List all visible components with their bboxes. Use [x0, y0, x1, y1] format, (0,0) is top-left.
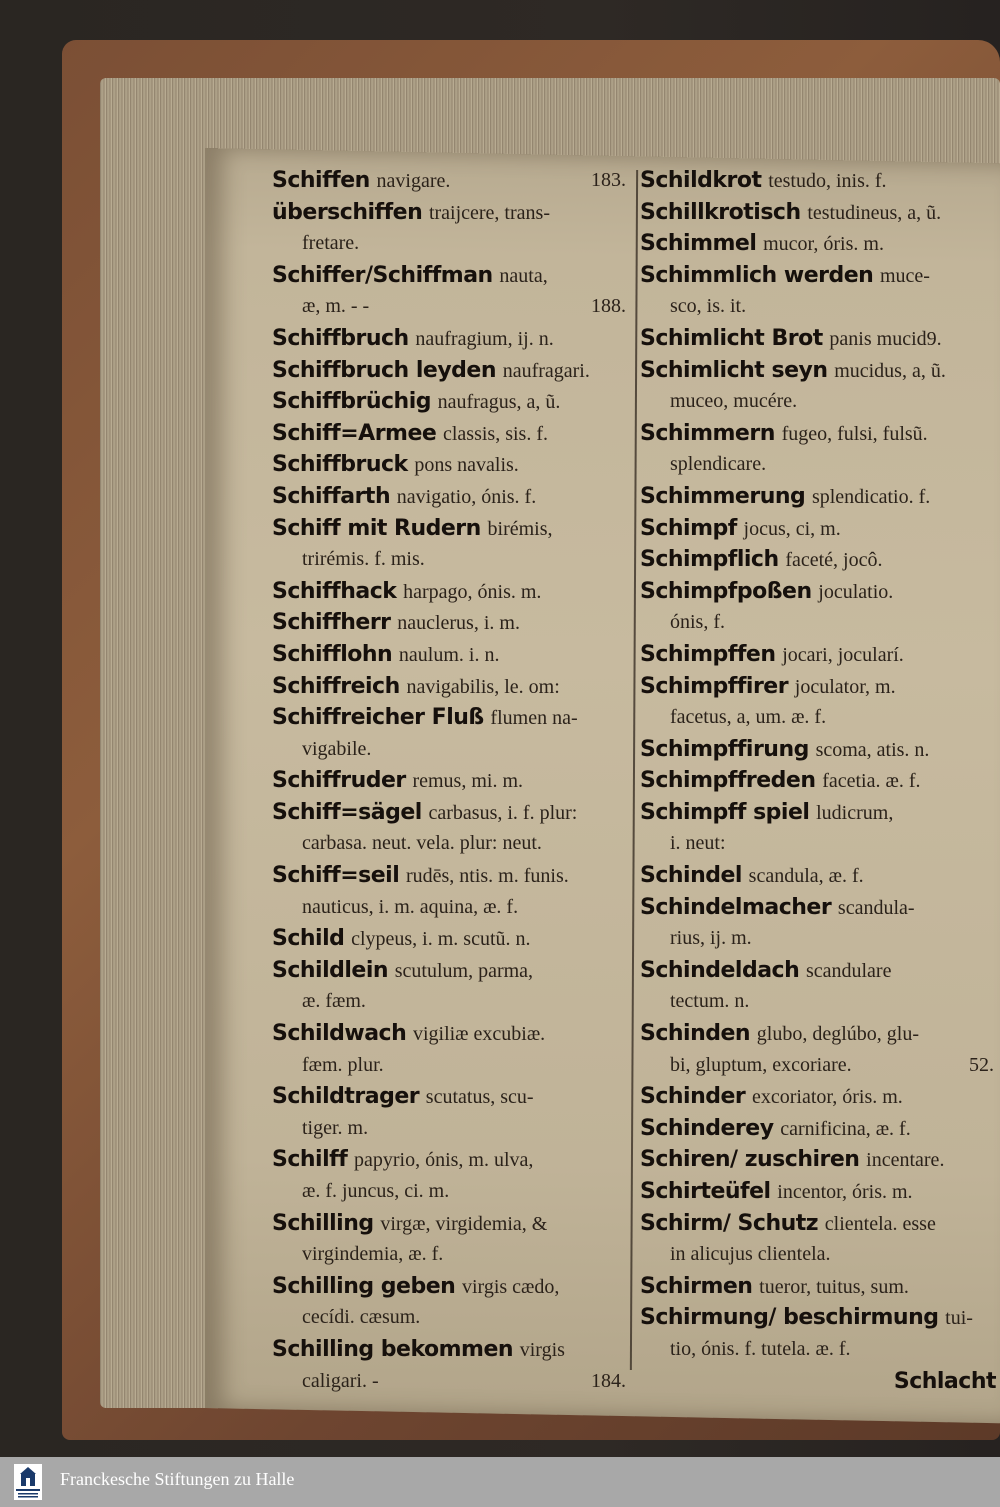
- entry-continuation: [640, 607, 1000, 639]
- entry-headword: Schimpffirer: [640, 673, 789, 699]
- entry-continuation: [272, 1176, 632, 1208]
- dictionary-entry: [640, 1081, 1000, 1113]
- dictionary-entry: [272, 481, 632, 513]
- entry-continuation: [272, 828, 632, 860]
- dictionary-entry: [272, 955, 632, 987]
- entry-latin: scandula-: [837, 896, 915, 919]
- dictionary-entry: [640, 323, 1000, 355]
- dictionary-entry: [640, 1144, 1000, 1176]
- entry-latin: traijcere, trans-: [428, 201, 550, 224]
- page-number: 52.: [969, 1053, 994, 1076]
- entry-headword: überschiffen: [272, 199, 423, 225]
- dictionary-entry: [640, 355, 1000, 387]
- catchword-text: Schlacht: [893, 1368, 996, 1394]
- entry-continuation: [272, 228, 632, 260]
- dictionary-entry: [640, 1208, 1000, 1240]
- dictionary-entry: [640, 197, 1000, 229]
- entry-headword: Schifflohn: [272, 641, 393, 667]
- dictionary-entry: [272, 923, 632, 955]
- entry-headword: Schiffarth: [272, 483, 391, 509]
- institution-logo-icon: [14, 1464, 42, 1500]
- entry-latin: glubo, deglúbo, glu-: [756, 1023, 919, 1046]
- entry-headword: Schindeldach: [640, 957, 800, 983]
- entry-latin: tui-: [945, 1307, 973, 1330]
- entry-continuation: [272, 734, 632, 766]
- dictionary-entry: [640, 892, 1000, 924]
- entry-continuation: [640, 986, 1000, 1018]
- dictionary-entry: [640, 734, 1000, 766]
- entry-headword: Schiffbruch leyden: [272, 357, 496, 383]
- entry-latin: classis, sis. f.: [443, 422, 548, 445]
- continuation-text: i. neut:: [670, 832, 726, 855]
- entry-latin: birémis,: [487, 517, 553, 540]
- dictionary-entry: [640, 671, 1000, 703]
- continuation-text: ónis, f.: [670, 611, 725, 634]
- entry-latin: nauclerus, i. m.: [397, 612, 520, 635]
- entry-latin: pons navalis.: [414, 454, 519, 477]
- dictionary-entry: [640, 513, 1000, 545]
- entry-headword: Schiffbruch: [272, 325, 409, 351]
- entry-latin: joculator, m.: [794, 675, 896, 698]
- entry-latin: scutulum, parma,: [394, 959, 534, 982]
- dictionary-entry: [640, 165, 1000, 197]
- entry-headword: Schimlicht seyn: [640, 357, 828, 383]
- dictionary-entry: [272, 449, 632, 481]
- entry-headword: Schimmel: [640, 231, 757, 257]
- entry-headword: Schiffer/Schiffman: [272, 262, 493, 288]
- entry-latin: testudo, inis. f.: [768, 170, 887, 192]
- entry-headword: Schimmlich werden: [640, 262, 874, 288]
- entry-latin: virgis: [519, 1338, 565, 1361]
- entry-headword: Schimpff spiel: [640, 799, 810, 825]
- entry-continuation: [272, 1113, 632, 1145]
- entry-headword: Schimpffen: [640, 641, 776, 667]
- entry-continuation: [272, 1366, 632, 1398]
- dictionary-entry: [272, 513, 632, 545]
- continuation-text: rius, ij. m.: [670, 927, 752, 950]
- continuation-text: nauticus, i. m. aquina, æ. f.: [302, 895, 519, 918]
- entry-latin: nauta,: [499, 264, 548, 287]
- entry-continuation: [640, 828, 1000, 860]
- entry-headword: Schiren/ zuschiren: [640, 1147, 860, 1173]
- footer-bar: [0, 1457, 1000, 1507]
- entry-latin: remus, mi. m.: [412, 770, 523, 793]
- entry-latin: papyrio, ónis, m. ulva,: [353, 1149, 534, 1172]
- entry-headword: Schiffreicher Fluß: [272, 705, 484, 731]
- dictionary-entry: [272, 418, 632, 450]
- entry-headword: Schinder: [640, 1084, 746, 1110]
- dictionary-entry: [640, 1302, 1000, 1334]
- dictionary-entry: [640, 797, 1000, 829]
- entry-latin: mucor, óris. m.: [763, 233, 884, 256]
- entry-headword: Schirteüfel: [640, 1179, 771, 1204]
- dictionary-entry: [272, 165, 632, 197]
- dictionary-entry: [640, 418, 1000, 450]
- continuation-text: tio, ónis. f. tutela. æ. f.: [670, 1337, 851, 1360]
- dictionary-entry: [640, 576, 1000, 608]
- entry-continuation: [272, 892, 632, 924]
- continuation-text: trirémis. f. mis.: [302, 548, 425, 571]
- dictionary-entry: [272, 355, 632, 387]
- entry-continuation: [640, 449, 1000, 481]
- entry-latin: fugeo, fulsi, fulsũ.: [781, 422, 928, 445]
- entry-latin: naufragari.: [502, 359, 590, 382]
- entry-latin: tueror, tuitus, sum.: [759, 1275, 909, 1298]
- dictionary-entry: [640, 1176, 1000, 1208]
- continuation-text: tectum. n.: [670, 990, 750, 1013]
- entry-latin: jocus, ci, m.: [743, 517, 841, 540]
- entry-headword: Schiffherr: [272, 610, 391, 636]
- continuation-text: sco, is. it.: [670, 295, 747, 318]
- entry-latin: virgis cædo,: [461, 1275, 560, 1298]
- entry-headword: Schiffhack: [272, 578, 397, 604]
- dictionary-entry: [272, 671, 632, 703]
- continuation-text: splendicare.: [670, 453, 767, 476]
- entry-headword: Schillkrotisch: [640, 199, 801, 225]
- dictionary-entry: [272, 1334, 632, 1366]
- right-column: [640, 165, 1000, 1397]
- continuation-text: æ. fæm.: [302, 990, 366, 1013]
- entry-latin: naufragus, a, ũ.: [437, 391, 561, 414]
- continuation-text: carbasa. neut. vela. plur: neut.: [302, 832, 542, 855]
- entry-headword: Schilling bekommen: [272, 1336, 514, 1362]
- dictionary-entry: [272, 1271, 632, 1303]
- entry-latin: harpago, ónis. m.: [403, 580, 542, 603]
- dictionary-entry: [272, 702, 632, 734]
- entry-continuation: [272, 291, 632, 323]
- entry-continuation: [640, 1050, 1000, 1082]
- entry-headword: Schilling geben: [272, 1273, 456, 1299]
- entry-continuation: [272, 1239, 632, 1271]
- dictionary-entry: [272, 860, 632, 892]
- dictionary-entry: [640, 544, 1000, 576]
- entry-latin: vigiliæ excubiæ.: [412, 1023, 546, 1046]
- continuation-text: virgindemia, æ. f.: [302, 1243, 444, 1266]
- entry-headword: Schiff=sägel: [272, 799, 422, 825]
- entry-continuation: [272, 986, 632, 1018]
- entry-headword: Schirmen: [640, 1273, 753, 1299]
- entry-latin: excoriator, óris. m.: [751, 1086, 903, 1109]
- entry-headword: Schiffen: [272, 168, 370, 193]
- entry-latin: joculatio.: [818, 580, 894, 603]
- entry-headword: Schiff mit Rudern: [272, 515, 481, 541]
- entry-latin: incentare.: [866, 1149, 945, 1172]
- entry-latin: flumen na-: [490, 707, 578, 730]
- continuation-text: æ, m. - -: [302, 295, 370, 318]
- dictionary-entry: [640, 765, 1000, 797]
- entry-headword: Schinderey: [640, 1115, 774, 1141]
- entry-latin: facetia. æ. f.: [822, 770, 921, 793]
- entry-latin: panis mucid9.: [829, 327, 942, 350]
- dictionary-entry: [640, 1271, 1000, 1303]
- entry-headword: Schimmern: [640, 420, 775, 446]
- entry-latin: muce-: [880, 264, 930, 287]
- entry-headword: Schiff=seil: [272, 863, 400, 889]
- dictionary-entry: [272, 576, 632, 608]
- entry-headword: Schimpf: [640, 515, 737, 541]
- dictionary-entry: [640, 639, 1000, 671]
- dictionary-entry: [272, 639, 632, 671]
- continuation-text: caligari. -: [302, 1369, 379, 1392]
- left-column: [272, 165, 632, 1397]
- entry-headword: Schimpffreden: [640, 768, 816, 794]
- dictionary-entry: [640, 1018, 1000, 1050]
- entry-continuation: [272, 1050, 632, 1082]
- entry-continuation: [640, 702, 1000, 734]
- entry-latin: mucidus, a, ũ.: [834, 359, 946, 382]
- institution-name: Franckesche Stiftungen zu Halle: [60, 1469, 295, 1489]
- entry-latin: carbasus, i. f. plur:: [428, 801, 578, 824]
- dictionary-entry: [272, 607, 632, 639]
- entry-latin: navigatio, ónis. f.: [396, 485, 537, 508]
- entry-headword: Schimpffirung: [640, 736, 809, 762]
- entry-headword: Schiffreich: [272, 673, 400, 699]
- dictionary-entry: [640, 260, 1000, 292]
- entry-latin: scandula, æ. f.: [748, 865, 864, 888]
- entry-latin: testudineus, a, ũ.: [807, 201, 942, 224]
- entry-latin: ludicrum,: [816, 801, 894, 824]
- dictionary-entry: [272, 1018, 632, 1050]
- continuation-text: in alicujus clientela.: [670, 1243, 831, 1266]
- entry-latin: scandulare: [805, 959, 892, 982]
- dictionary-entry: [272, 386, 632, 418]
- continuation-text: muceo, mucére.: [670, 390, 798, 413]
- page-number: 183.: [591, 169, 626, 191]
- entry-headword: Schiffbruck: [272, 452, 408, 478]
- entry-continuation: [640, 386, 1000, 418]
- entry-latin: clypeus, i. m. scutũ. n.: [351, 928, 531, 951]
- dictionary-entry: [272, 1081, 632, 1113]
- dictionary-entry: [640, 1113, 1000, 1145]
- entry-latin: navigare.: [376, 170, 451, 192]
- catchword: [640, 1366, 1000, 1398]
- entry-latin: naufragium, ij. n.: [415, 327, 554, 350]
- continuation-text: facetus, a, um. æ. f.: [670, 706, 827, 729]
- continuation-text: tiger. m.: [302, 1116, 369, 1139]
- dictionary-entry: [640, 860, 1000, 892]
- entry-headword: Schimlicht Brot: [640, 325, 823, 351]
- entry-latin: rudēs, ntis. m. funis.: [405, 865, 569, 888]
- entry-latin: carnificina, æ. f.: [780, 1117, 911, 1140]
- dictionary-entry: [640, 955, 1000, 987]
- entry-latin: jocari, jocularí.: [782, 643, 904, 666]
- entry-continuation: [272, 544, 632, 576]
- entry-latin: splendicatio. f.: [811, 485, 931, 508]
- entry-headword: Schindelmacher: [640, 894, 832, 920]
- dictionary-entry: [640, 228, 1000, 260]
- entry-headword: Schiffbrüchig: [272, 389, 431, 415]
- entry-headword: Schiffruder: [272, 768, 406, 794]
- entry-continuation: [640, 291, 1000, 323]
- dictionary-entry: [272, 765, 632, 797]
- entry-headword: Schild: [272, 926, 345, 952]
- dictionary-entry: [272, 797, 632, 829]
- dictionary-entry: [272, 323, 632, 355]
- entry-headword: Schildtrager: [272, 1084, 420, 1110]
- entry-headword: Schirmung/ beschirmung: [640, 1305, 939, 1331]
- entry-latin: faceté, jocô.: [785, 549, 883, 572]
- entry-latin: virgæ, virgidemia, &: [380, 1212, 548, 1235]
- entry-headword: Schimpflich: [640, 547, 779, 573]
- entry-headword: Schilling: [272, 1210, 374, 1236]
- entry-headword: Schiff=Armee: [272, 420, 437, 446]
- page-number: 188.: [591, 295, 626, 318]
- entry-continuation: [640, 923, 1000, 955]
- entry-headword: Schindel: [640, 863, 742, 889]
- continuation-text: vigabile.: [302, 737, 372, 760]
- dictionary-entry: [272, 197, 632, 229]
- continuation-text: bi, gluptum, excoriare.: [670, 1053, 852, 1076]
- entry-headword: Schirm/ Schutz: [640, 1210, 819, 1236]
- entry-latin: naulum. i. n.: [398, 643, 500, 666]
- entry-headword: Schilff: [272, 1147, 348, 1173]
- continuation-text: æ. f. juncus, ci. m.: [302, 1180, 450, 1202]
- entry-continuation: [640, 1334, 1000, 1366]
- entry-latin: clientela. esse: [824, 1212, 936, 1235]
- entry-headword: Schimpfpoßen: [640, 578, 812, 604]
- entry-latin: incentor, óris. m.: [777, 1181, 913, 1203]
- entry-headword: Schimmerung: [640, 483, 806, 509]
- entry-latin: scoma, atis. n.: [815, 738, 930, 761]
- entry-latin: scutatus, scu-: [425, 1086, 534, 1109]
- page-number: 184.: [591, 1369, 626, 1392]
- continuation-text: cecídi. cæsum.: [302, 1306, 421, 1329]
- entry-headword: Schildlein: [272, 957, 389, 983]
- entry-headword: Schildwach: [272, 1021, 407, 1047]
- entry-headword: Schildkrot: [640, 168, 762, 193]
- entry-continuation: [272, 1302, 632, 1334]
- entry-continuation: [640, 1239, 1000, 1271]
- continuation-text: fretare.: [302, 232, 360, 255]
- dictionary-entry: [272, 260, 632, 292]
- dictionary-entry: [272, 1144, 632, 1176]
- entry-latin: navigabilis, le. om:: [406, 675, 560, 698]
- continuation-text: fæm. plur.: [302, 1053, 384, 1076]
- entry-headword: Schinden: [640, 1021, 751, 1047]
- dictionary-entry: [272, 1208, 632, 1240]
- dictionary-entry: [640, 481, 1000, 513]
